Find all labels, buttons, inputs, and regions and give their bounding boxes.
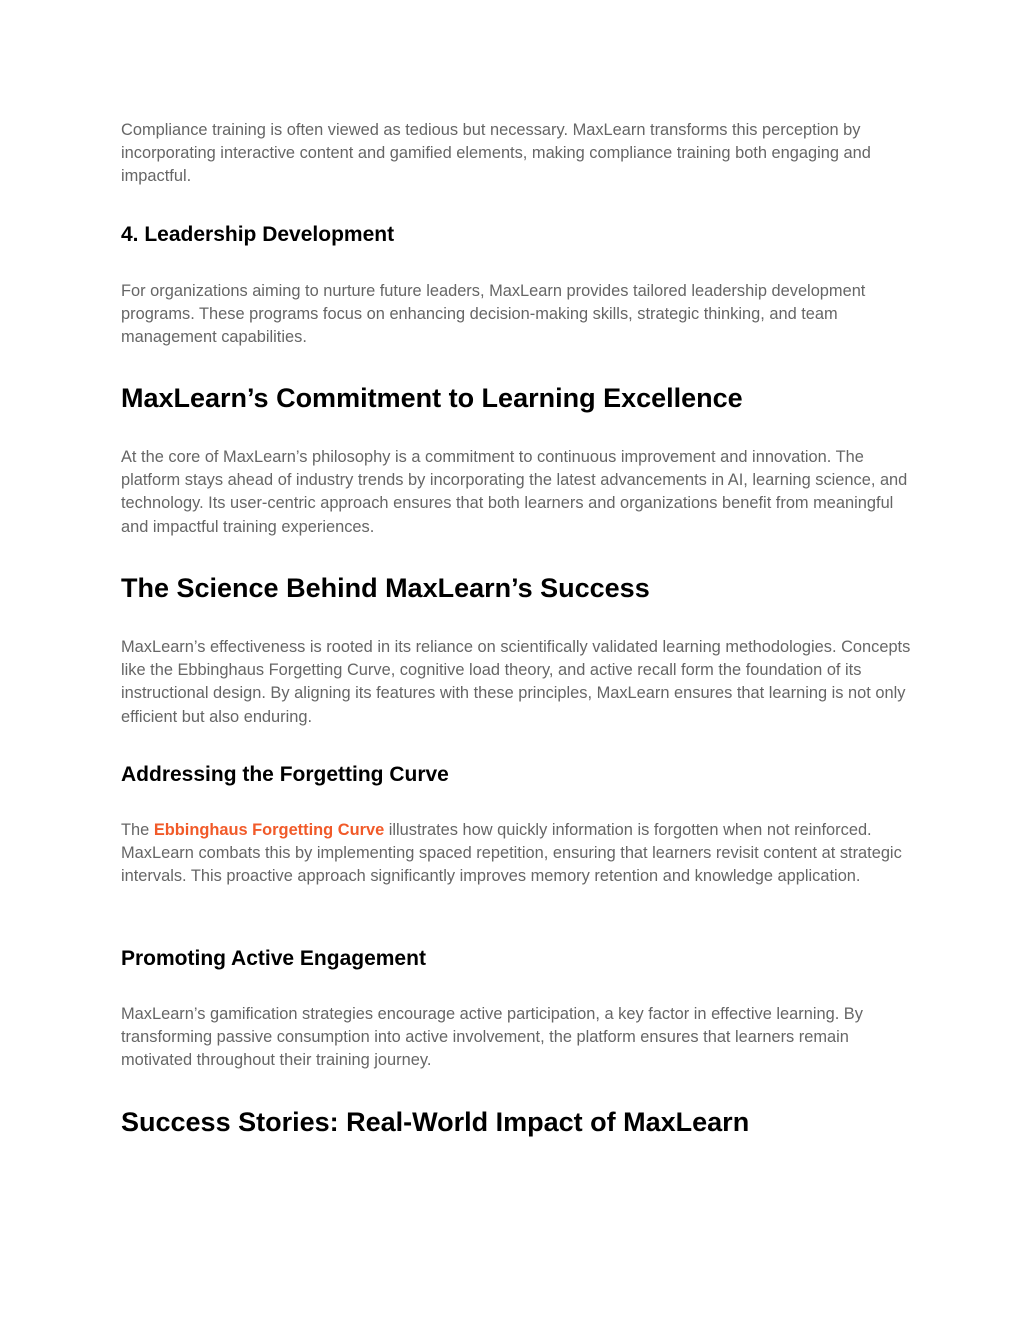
ebbinghaus-forgetting-curve-link[interactable]: Ebbinghaus Forgetting Curve (153, 821, 385, 839)
forgetting-suffix: illustrates how quickly information is forgotten when not reinforced. MaxLearn combats this by implementing spaced repetition, ensuring that learners revisit content at strategic intervals. This proactive approach significantly improves memory retention and knowledge application. (121, 821, 902, 886)
forgetting-heading: Addressing the Forgetting Curve (121, 763, 449, 786)
engagement-heading: Promoting Active Engagement (121, 947, 426, 970)
science-heading: The Science Behind MaxLearn’s Success (121, 573, 650, 603)
leadership-paragraph: For organizations aiming to nurture future leaders, MaxLearn provides tailored leadership development programs. These programs focus on enhancing decision-making skills, strategic thinking, and team management capabilities. (121, 282, 866, 347)
science-paragraph: MaxLearn’s effectiveness is rooted in its reliance on scientifically validated learning methodologies. Concepts like the Ebbinghaus Forgetting Curve, cognitive load theory, and active recall form the foundation of its instructional design. By aligning its features with these principles, MaxLearn ensures that learning is not only efficient but also enduring. (121, 638, 911, 726)
engagement-paragraph: MaxLearn’s gamification strategies encourage active participation, a key factor in effective learning. By transforming passive consumption into active involvement, the platform ensures that learners remain motivated throughout their training journey. (121, 1005, 863, 1070)
commitment-heading: MaxLearn’s Commitment to Learning Excellence (121, 383, 743, 413)
leadership-heading: 4. Leadership Development (121, 223, 395, 246)
success-heading: Success Stories: Real-World Impact of MaxLearn (121, 1107, 750, 1137)
commitment-paragraph: At the core of MaxLearn’s philosophy is a commitment to continuous improvement and innovation. The platform stays ahead of industry trends by incorporating the latest advancements in AI, learning science, and technology. Its user-centric approach ensures that both learners and organizations benefit from meaningful and impactful training experiences. (121, 448, 908, 536)
compliance-paragraph: Compliance training is often viewed as tedious but necessary. MaxLearn transforms this perception by incorporating interactive content and gamified elements, making compliance training both engaging and impactful. (121, 121, 871, 186)
forgetting-paragraph (121, 819, 911, 889)
forgetting-prefix: The (121, 821, 154, 839)
